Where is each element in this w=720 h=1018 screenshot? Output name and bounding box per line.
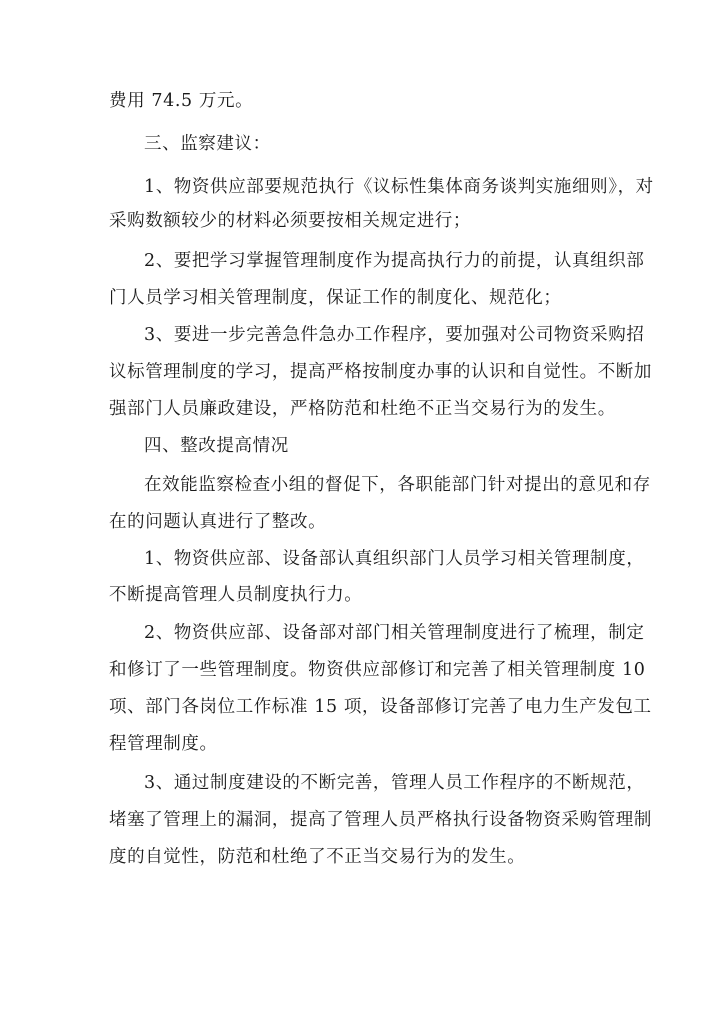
text-line: 门人员学习相关管理制度，保证工作的制度化、规范化； [109, 288, 562, 308]
text-line: 2、物资供应部、设备部对部门相关管理制度进行了梳理，制定 [144, 623, 645, 643]
text-line: 项、部门各岗位工作标准 15 项，设备部修订完善了电力生产发包工 [109, 697, 652, 717]
text-line: 在的问题认真进行了整改。 [109, 512, 327, 532]
text-line: 1、物资供应部要规范执行《议标性集体商务谈判实施细则》，对 [144, 177, 654, 197]
text-line: 在效能监察检查小组的督促下，各职能部门针对提出的意见和存 [144, 475, 651, 495]
section-heading: 四、整改提高情况 [144, 436, 289, 456]
text-line: 堵塞了管理上的漏洞，提高了管理人员严格执行设备物资采购管理制 [109, 810, 652, 830]
text-line: 2、要把学习掌握管理制度作为提高执行力的前提，认真组织部 [144, 251, 645, 271]
text-line: 度的自觉性，防范和杜绝了不正当交易行为的发生。 [109, 847, 526, 867]
text-line: 费用 74.5 万元。 [109, 91, 254, 111]
section-heading: 三、监察建议： [144, 134, 271, 154]
text-line: 采购数额较少的材料必须要按相关规定进行； [109, 211, 471, 231]
text-line: 议标管理制度的学习，提高严格按制度办事的认识和自觉性。不断加 [109, 362, 652, 382]
text-line: 3、通过制度建设的不断完善，管理人员工作程序的不断规范， [144, 773, 645, 793]
text-line: 1、物资供应部、设备部认真组织部门人员学习相关管理制度， [144, 549, 645, 569]
text-line: 3、要进一步完善急件急办工作程序，要加强对公司物资采购招 [144, 325, 645, 345]
text-line: 程管理制度。 [109, 734, 218, 754]
text-line: 不断提高管理人员制度执行力。 [109, 585, 363, 605]
text-line: 和修订了一些管理制度。物资供应部修订和完善了相关管理制度 10 [109, 660, 646, 680]
text-line: 强部门人员廉政建设，严格防范和杜绝不正当交易行为的发生。 [109, 399, 616, 419]
